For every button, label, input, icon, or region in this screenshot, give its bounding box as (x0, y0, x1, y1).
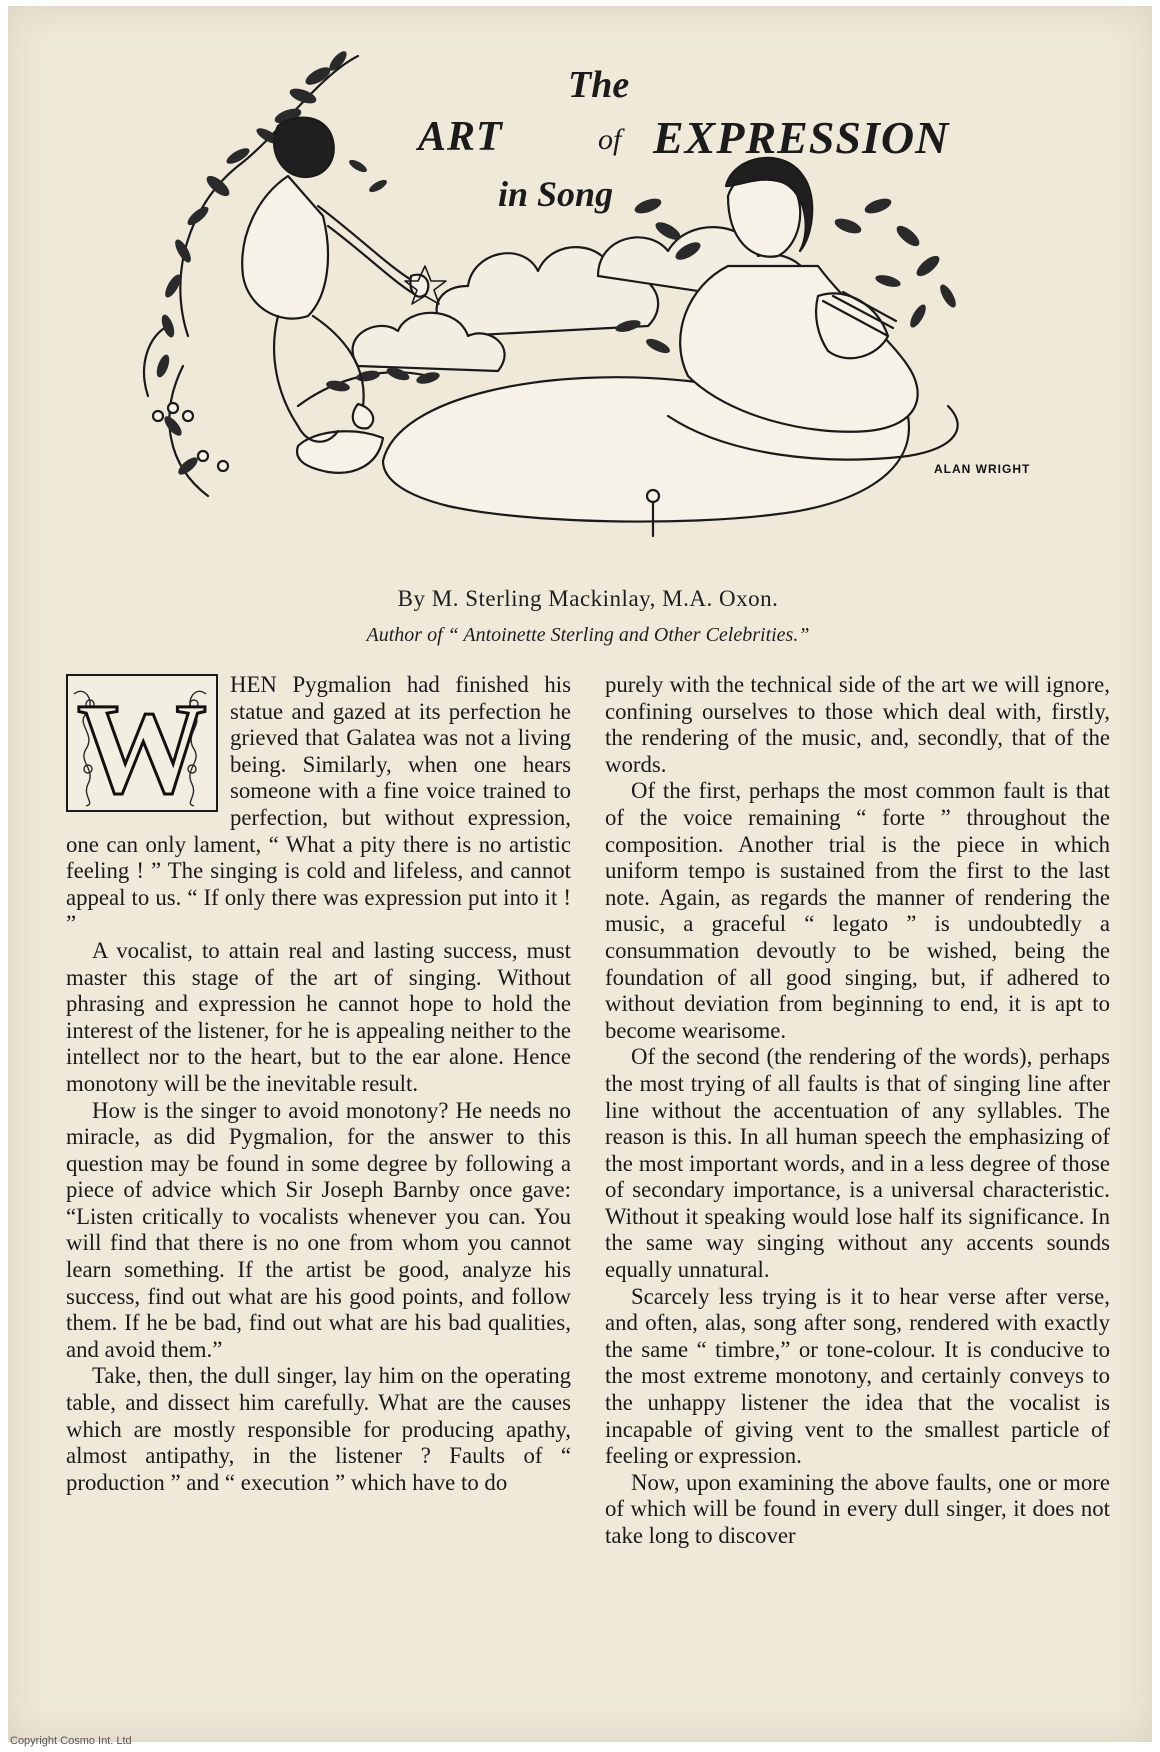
article-title (398, 61, 978, 251)
paragraph: Of the first, perhaps the most common fault is that of the voice remaining “ forte ” throughout the composition. Another trial is the piece in which uniform tempo is sustained from the first to the last note. Again, as regards the manner of rendering the music, a graceful “ legato ” is undoubtedly a consummation devoutly to be wished, being the foundation of all good singing, but, if adhered to without deviation from beginning to end, it is apt to become wearisome. (605, 778, 1110, 1043)
paragraph: Of the second (the rendering of the words), perhaps the most trying of all faults is that of singing line after line without the accentuation of any syllables. The reason is this. In all human speech the emphasizing of the most important words, and in a less degree of those of secondary importance, is a universal characteristic. Without it speaking would lose half its significance. In the same way singing without any accents sounds equally unnatural. (605, 1044, 1110, 1283)
title-word-art: ART (418, 114, 503, 160)
dropcap (66, 674, 218, 812)
author-note: Author of “ Antoinette Sterling and Other Celebrities.” (366, 624, 810, 646)
text-column-right (605, 672, 1110, 1550)
paragraph: Scarcely less trying is it to hear verse after verse, and often, alas, song after song, rendered with exactly the same “ timbre,” or tone-colour. It is conducive to the most extreme monotony, and certainly conveys to the unhappy listener the idea that the vocalist is incapable of giving vent to the smallest particle of feeling or expression. (605, 1283, 1110, 1469)
dropcap-letter: W (77, 677, 207, 812)
paragraph: HEN Pygmalion had finished his statue and gazed at its perfection he grieved that Galatea was not a living being. Similarly, when one hears someone with a fine voice trained to perfection, but without expression, one can only lament, “ What a pity there is no artistic feeling ! ” The singing is cold and lifeless, and cannot appeal to us. “ If only there was expression put into it ! ” (66, 672, 571, 937)
paragraph: A vocalist, to attain real and lasting success, must master this stage of the art of singing. Without phrasing and expression he cannot hope to hold the interest of the listener, for he is appealing neither to the intellect nor to the heart, but to the ear alone. Hence monotony will be the inevitable result. (66, 937, 571, 1096)
copyright-footer: Copyright Cosmo Int. Ltd (10, 1735, 132, 1747)
title-word-expression: EXPRESSION (653, 112, 950, 163)
paragraph: Take, then, the dull singer, lay him on the operating table, and dissect him carefully. What are the causes which are mostly responsible for producing apathy, almost antipathy, in the listener ? Faults of “ production ” and “ execution ” which have to do (66, 1363, 571, 1495)
paragraph: How is the singer to avoid monotony? He needs no miracle, as did Pygmalion, for the answer to this question may be found in some degree by following a piece of advice which Sir Joseph Barnby once gave: “Listen critically to vocalists whenever you can. You will find that there is no one from whom you cannot learn something. If the artist be good, analyze his success, find out what are his good points, and follow them. If he be bad, find out what are his bad qualities, and avoid them.” (66, 1097, 571, 1362)
illustrator-signature: ALAN WRIGHT (934, 462, 1031, 476)
magazine-page (8, 6, 1152, 1742)
title-word-the: The (568, 64, 630, 106)
byline: By M. Sterling Mackinlay, M.A. Oxon. (397, 586, 779, 611)
paragraph: Now, upon examining the above faults, one or more of which will be found in every dull singer, it does not take long to discover (605, 1469, 1110, 1548)
title-word-in-song: in Song (498, 174, 614, 214)
title-word-of: of (598, 123, 622, 156)
paragraph: purely with the technical side of the art we will ignore, confining ourselves to those which deal with, firstly, the rendering of the music, and, secondly, that of the words. (605, 672, 1110, 777)
text-column-left (66, 672, 571, 1496)
